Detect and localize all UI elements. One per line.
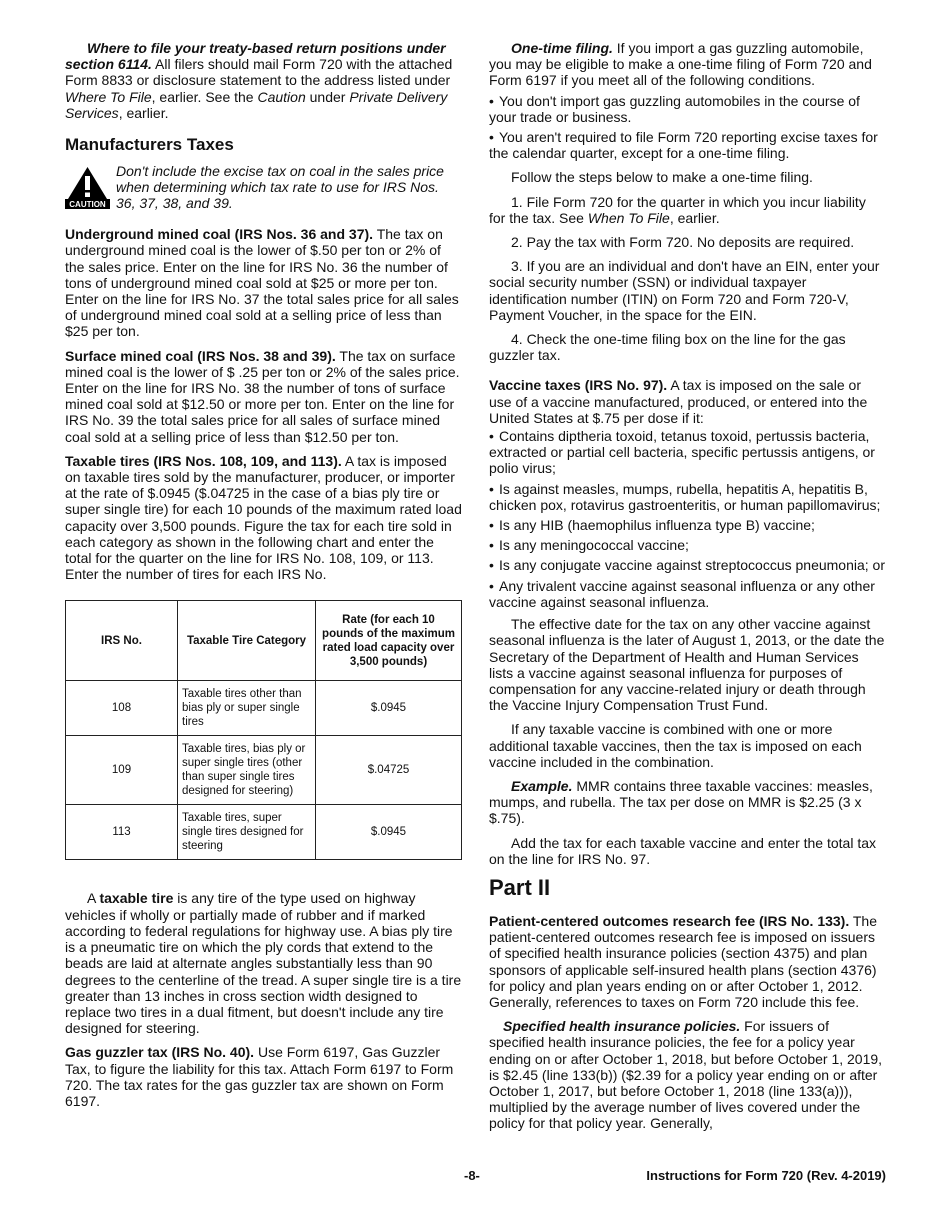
list-item: [489, 93, 886, 125]
list-item: [489, 129, 886, 161]
paragraph-body: Use Form 6197, Gas Guzzler Tax, to figure the liability for this tax. Attach Form 6197 to Form 720. The tax rates for the gas guzzler tax are shown on Form 6197.: [65, 1044, 454, 1109]
effective-date-paragraph: The effective date for the tax on any other vaccine against seasonal influenza is the later of August 1, 2013, or the date the Secretary of the Department of Health and Human Services lists a vaccine against seasonal influenza for purposes of compensation for any vaccine-related injury or death through the Vaccine Injury Compensation Trust Fund.: [489, 616, 885, 714]
text-run: , earlier.: [118, 104, 169, 121]
run-in-heading: Gas guzzler tax (IRS No. 40).: [65, 1044, 255, 1061]
step-2: 2. Pay the tax with Form 720. No deposits are required.: [511, 234, 855, 251]
page-number: -8-: [464, 1168, 480, 1183]
paragraph-body: A tax is imposed on taxable tires sold by the manufacturer, producer, or importer at the rate of $.0945 ($.04725 in the case of a bias ply tire or super single tire) for each 10 pounds of the maximum rated load capacity over 3,500 pounds. Figure the tax for each tire sold in each category as shown in the following chart and enter the total for the quarter on the line for IRS No. 108, 109, or 113. Enter the number of tires for each IRS No.: [65, 452, 462, 583]
table-header-cell: IRS No.: [66, 601, 178, 681]
text-run: A: [87, 890, 100, 907]
table-cell-category: Taxable tires, super single tires designed for steering: [178, 805, 316, 860]
table-header-cell: Taxable Tire Category: [178, 601, 316, 681]
table-cell-rate: $.0945: [316, 681, 462, 736]
conditions-list: [489, 93, 886, 162]
bullet-icon: •: [489, 557, 494, 574]
part-title: Part II: [489, 874, 551, 900]
run-in-heading: One-time filing.: [511, 40, 613, 56]
table-cell-rate: $.0945: [316, 805, 462, 860]
table-cell-category: Taxable tires other than bias ply or super single tires: [178, 681, 316, 736]
text-run: All filers should mail Form 720 with the attached Form 8833 or disclosure statement to the address listed under: [65, 56, 453, 89]
bold-term: taxable tire: [99, 890, 174, 907]
taxable-tire-definition: [65, 890, 462, 1036]
left-column: [65, 40, 462, 1117]
text-run: under: [305, 88, 350, 105]
specified-policies-paragraph: [489, 1018, 886, 1131]
footer-doc-title: Instructions for Form 720 (Rev. 4-2019): [646, 1168, 886, 1183]
caution-text: Don't include the excise tax on coal in the sales price when determining which tax rate to use for IRS Nos. 36, 37, 38, and 39.: [116, 163, 444, 212]
text-run: is any tire of the type used on highway vehicles if wholly or partially made of rubber and if marked according to federal regulations for highway use. A bias ply tire is a pneumatic tire on which the ply cords that extend to the beads are laid at alternate angles substantially less than 90 degrees to the centerline of the tread. A super single tire is a tire greater than 13 inches in cross section width designed to replace two tires in a dual fitment, but doesn't include any tire designed for steering.: [65, 890, 462, 1037]
run-in-heading: Where to file your treaty-based return positions under section 6114.: [65, 40, 446, 73]
underground-coal-paragraph: [65, 226, 462, 339]
italic-ref: Private Delivery Services: [65, 88, 448, 121]
right-column: [489, 40, 886, 1140]
run-in-heading: Surface mined coal (IRS Nos. 38 and 39).: [65, 347, 336, 364]
table-row: [66, 805, 462, 860]
run-in-heading: Underground mined coal (IRS Nos. 36 and 37).: [65, 226, 374, 243]
bullet-icon: •: [489, 92, 494, 109]
table-cell-irs-no: 108: [66, 681, 178, 736]
add-tax-paragraph: Add the tax for each taxable vaccine and enter the total tax on the line for IRS No. 97.: [489, 834, 877, 867]
tire-rate-table: [65, 600, 462, 860]
italic-ref: When To File: [587, 209, 670, 226]
table-cell-irs-no: 109: [66, 736, 178, 805]
run-in-heading: Specified health insurance policies.: [503, 1018, 741, 1035]
text-run: 1. File Form 720 for the quarter in which you incur liability for the tax. See: [489, 193, 866, 226]
caution-icon: [65, 165, 110, 212]
table-row: [66, 681, 462, 736]
list-item-text: Is any HIB (haemophilus influenza type B) vaccine;: [499, 517, 815, 534]
list-item: [489, 517, 886, 533]
page-footer: [65, 1168, 886, 1186]
paragraph-body: If you import a gas guzzling automobile, you may be eligible to make a one-time filing of Form 720 and Form 6197 if you meet all of the following conditions.: [489, 40, 872, 89]
run-in-heading: Patient-centered outcomes research fee (IRS No. 133).: [489, 912, 850, 929]
table-cell-category: Taxable tires, bias ply or super single tires (other than super single tires designed for steering): [178, 736, 316, 805]
paragraph-body: A tax is imposed on the sale or use of a vaccine manufactured, produced, or entered into the United States at $.75 per dose if it:: [489, 377, 868, 426]
paragraph-body: For issuers of specified health insurance policies, the fee for a policy year ending on or after October 1, 2018, but before October 1, 2019, is $2.45 (line 133(b)) ($2.39 for a policy year ending on or after October 1, 2017, but before October 1, 2018 (line 133(a))), multiplied by the average number of lives covered under the policy for that policy year. Generally,: [489, 1018, 883, 1132]
run-in-heading: Vaccine taxes (IRS No. 97).: [489, 377, 668, 394]
pcor-paragraph: [489, 913, 886, 1010]
table-cell-irs-no: 113: [66, 805, 178, 860]
table-row: [66, 736, 462, 805]
table-header-cell: Rate (for each 10 pounds of the maximum rated load capacity over 3,500 pounds): [316, 601, 462, 681]
bullet-icon: •: [489, 517, 494, 534]
caution-label: CAUTION: [69, 200, 106, 210]
bullet-icon: •: [489, 577, 494, 594]
italic-ref: Caution: [257, 88, 306, 105]
table-cell-rate: $.04725: [316, 736, 462, 805]
bullet-icon: •: [489, 129, 494, 146]
list-item-text: Is against measles, mumps, rubella, hepatitis A, hepatitis B, chicken pox, rotavirus gastroenteritis, or human papillomavirus;: [489, 480, 881, 513]
list-item-text: Is any meningococcal vaccine;: [499, 537, 689, 554]
list-item: [489, 557, 886, 573]
combined-vaccine-paragraph: If any taxable vaccine is combined with one or more additional taxable vaccines, then the tax is imposed on each vaccine included in the combination.: [489, 721, 862, 770]
step-4: 4. Check the one-time filing box on the line for the gas guzzler tax.: [489, 331, 846, 364]
surface-coal-paragraph: [65, 348, 462, 445]
list-item-text: Any trivalent vaccine against seasonal influenza or any other vaccine against seasonal influenza.: [489, 577, 875, 610]
bullet-icon: •: [489, 480, 494, 497]
taxable-tires-paragraph: [65, 453, 462, 583]
text-run: , earlier. See the: [151, 88, 258, 105]
run-in-heading: Example.: [511, 777, 573, 794]
example-paragraph: [489, 778, 886, 827]
step-1: [489, 194, 886, 226]
run-in-heading: Taxable tires (IRS Nos. 108, 109, and 113).: [65, 452, 342, 469]
list-item: [489, 578, 886, 610]
list-item-text: You don't import gas guzzling automobiles in the course of your trade or business.: [489, 92, 860, 125]
text-run: , earlier.: [669, 209, 720, 226]
list-item: [489, 537, 886, 553]
paragraph-body: The tax on underground mined coal is the lower of $.50 per ton or 2% of the sales price. Enter on the line for IRS No. 36 the number of tons of underground mined coal sold at $25 or more per ton. Enter on the line for IRS No. 37 the total sales price for all sales of underground mined coal sold at a selling price of less than $25 per ton.: [65, 226, 459, 340]
bullet-icon: •: [489, 537, 494, 554]
list-item: [489, 428, 886, 477]
gas-guzzler-paragraph: [65, 1044, 462, 1109]
paragraph-body: The patient-centered outcomes research fee is imposed on issuers of specified health insurance policies (section 4375) and plan sponsors of applicable self-insured health plans (section 4376) for policy and plan years ending on or after October 1, 2012. Generally, references to taxes on Form 720 include this fee.: [489, 912, 877, 1010]
list-item-text: Contains diptheria toxoid, tetanus toxoid, pertussis bacteria, extracted or partial cell bacteria, specific pertussis antigens, or polio virus;: [489, 428, 875, 477]
steps-intro: Follow the steps below to make a one-time filing.: [511, 169, 813, 186]
step-3: 3. If you are an individual and don't have an EIN, enter your social security number (SSN) or individual taxpayer identification number (ITIN) on Form 720 and Form 720-V, Payment Voucher, in the space for the EIN.: [489, 258, 880, 323]
paragraph-body: MMR contains three taxable vaccines: measles, mumps, and rubella. The tax per dose on MMR is $2.25 (3 x $.75).: [489, 777, 873, 827]
vaccine-taxes-paragraph: [489, 377, 886, 426]
section-title: Manufacturers Taxes: [65, 135, 234, 155]
vaccine-list: [489, 428, 886, 610]
treaty-paragraph: [65, 40, 462, 121]
one-time-filing-paragraph: [489, 40, 886, 89]
paragraph-body: The tax on surface mined coal is the lower of $ .25 per ton or 2% of the sales price. Enter on the line for IRS No. 38 the number of tons of surface mined coal sold at $12.50 or more per ton. Enter on the line for IRS No. 39 the total sales price for all sales of surface mined coal sold at a selling price of less than $12.50 per ton.: [65, 347, 460, 445]
table-header-row: [66, 601, 462, 681]
caution-box: [65, 163, 462, 212]
italic-ref: Where To File: [65, 88, 152, 105]
bullet-icon: •: [489, 428, 494, 445]
list-item-text: Is any conjugate vaccine against streptococcus pneumonia; or: [499, 557, 886, 574]
list-item: [489, 481, 886, 513]
list-item-text: You aren't required to file Form 720 reporting excise taxes for the calendar quarter, except for a one-time filing.: [489, 129, 878, 162]
